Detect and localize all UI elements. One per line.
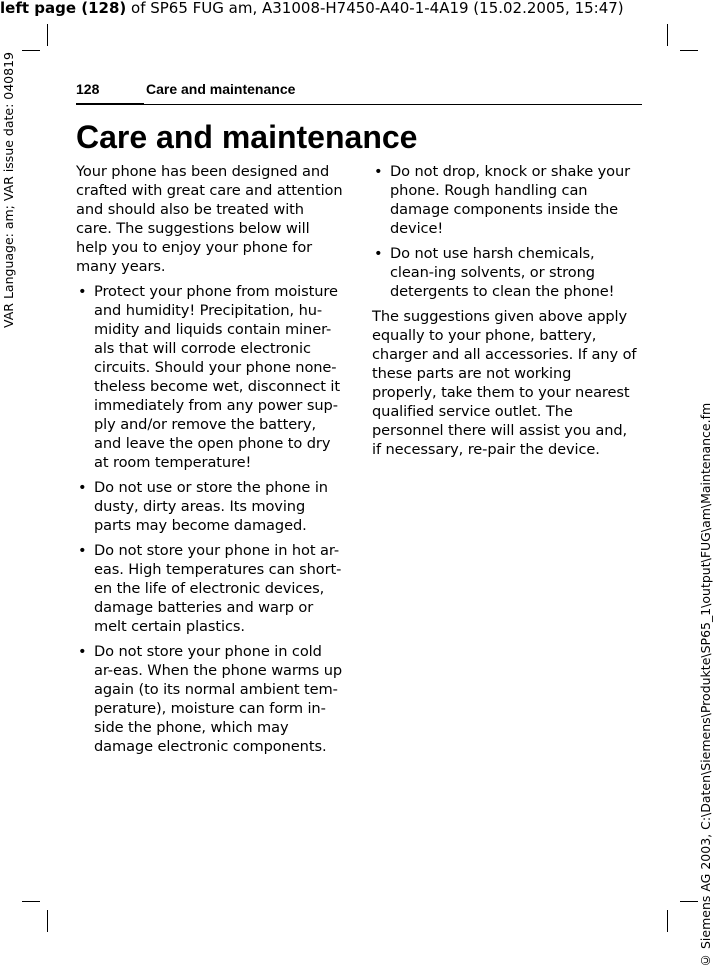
file-header-page-label: left page (128) xyxy=(0,0,127,17)
crop-mark xyxy=(680,50,698,51)
file-header xyxy=(0,0,715,17)
page-title: Care and maintenance xyxy=(76,119,418,155)
intro-paragraph: Your phone has been designed and crafted with great care and attention and should also be treated with care. The suggestions below will help you to enjoy your phone for many years. xyxy=(76,163,343,275)
bullet-icon: • xyxy=(78,542,87,559)
list-item-text: Do not use harsh chemicals, clean-ing solvents, or strong detergents to clean the phone! xyxy=(390,245,615,300)
left-column xyxy=(76,162,344,762)
right-column xyxy=(372,162,640,465)
list-item xyxy=(76,282,344,472)
bullet-icon: • xyxy=(78,643,87,660)
page-number: 128 xyxy=(76,81,100,97)
care-list xyxy=(76,282,344,756)
crop-mark xyxy=(22,901,40,902)
list-item xyxy=(76,478,344,535)
side-note-language: VAR Language: am; VAR issue date: 040819 xyxy=(1,52,16,328)
header-rule-thick xyxy=(76,103,144,105)
bullet-icon: • xyxy=(78,479,87,496)
bullet-icon: • xyxy=(374,245,383,262)
list-item xyxy=(76,642,344,756)
crop-mark xyxy=(667,24,668,46)
list-item-text: Do not store your phone in hot ar-eas. High temperatures can short-en the life of electronic devices, damage batteries and warp or melt certain plastics. xyxy=(94,542,342,635)
crop-mark xyxy=(22,50,40,51)
list-item xyxy=(372,162,640,238)
list-item-text: Protect your phone from moisture and humidity! Precipitation, hu-midity and liquids contain miner-als that will corrode electronic circuits. Should your phone none-theless become wet, disconnect it immediately from any power sup-ply and/or remove the battery, and leave the open phone to dry at room temperature! xyxy=(94,283,340,471)
list-item-text: Do not store your phone in cold ar-eas. When the phone warms up again (to its normal ambient tem-perature), moisture can form in-side the phone, which may damage electronic components. xyxy=(94,643,343,755)
bullet-icon: • xyxy=(78,283,87,300)
care-list xyxy=(372,162,640,301)
running-title: Care and maintenance xyxy=(146,81,296,97)
list-item xyxy=(76,541,344,636)
list-item-text: Do not drop, knock or shake your phone. Rough handling can damage components inside the device! xyxy=(390,163,631,237)
list-item xyxy=(372,244,640,301)
crop-mark xyxy=(47,24,48,46)
bullet-icon: • xyxy=(374,163,383,180)
header-rule xyxy=(144,104,642,105)
side-note-copyright: © Siemens AG 2003, C:\Daten\Siemens\Produkte\SP65_1\output\FUG\am\Maintenance.fm xyxy=(698,402,713,968)
file-header-details: of SP65 FUG am, A31008-H7450-A40-1-4A19 (15.02.2005, 15:47) xyxy=(126,0,624,17)
crop-mark xyxy=(680,901,698,902)
crop-mark xyxy=(47,910,48,932)
outro-paragraph: The suggestions given above apply equally to your phone, battery, charger and all accessories. If any of these parts are not working properly, take them to your nearest qualified service outlet. The personnel there will assist you and, if necessary, re-pair the device. xyxy=(372,308,637,458)
list-item-text: Do not use or store the phone in dusty, dirty areas. Its moving parts may become damaged. xyxy=(94,479,328,534)
crop-mark xyxy=(667,910,668,932)
